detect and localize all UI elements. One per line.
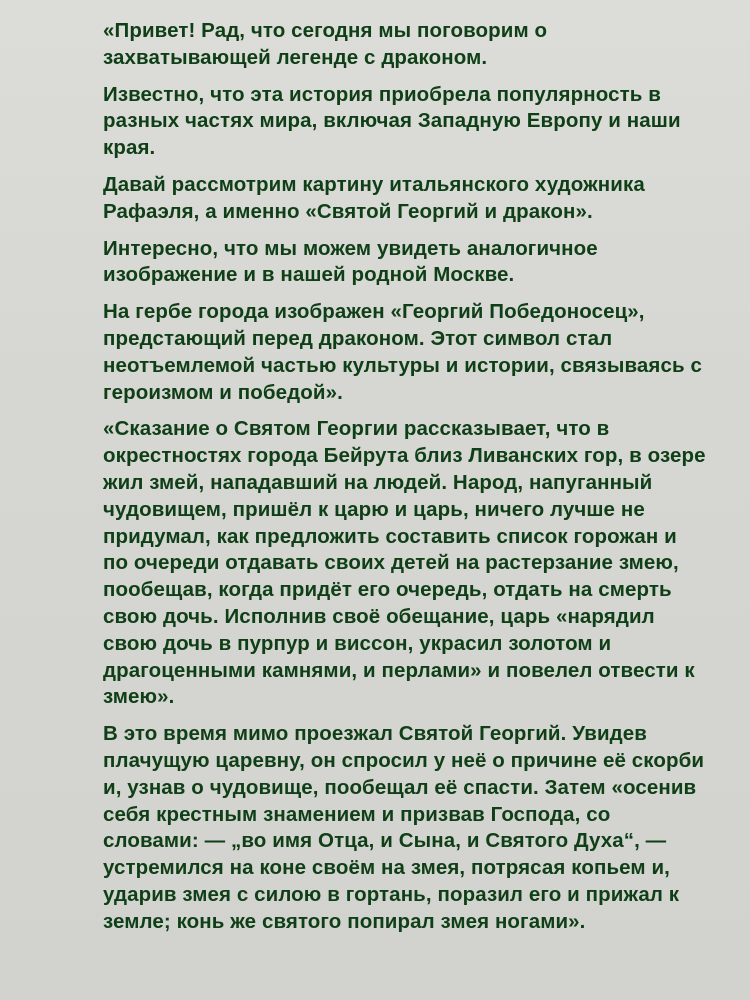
document-text [103,18,743,946]
paragraph-line: Давай рассмотрим картину итальянского художника [103,172,645,196]
paragraph-line: героизмом и победой». [103,380,343,404]
paragraph-line: В это время мимо проезжал Святой Георгий. Увидев [103,722,647,746]
paragraph-line: Известно, что эта история приобрела популярность в [103,82,661,106]
paragraph-line: изображение и в нашей родной Москве. [103,263,515,287]
paragraph-2 [103,82,743,162]
paragraph-line: окрестностях города Бейрута близ Ливанских гор, в озере [103,444,706,468]
paragraph-line: устремился на коне своём на змея, потрясая копьем и, [103,856,670,880]
paragraph-4 [103,236,743,290]
paragraph-line: свою дочь в пурпур и виссон, украсил золотом и [103,631,612,655]
paragraph-line: разных частях мира, включая Западную Европу и наши [103,109,681,133]
paragraph-line: «Сказание о Святом Георгии рассказывает, что в [103,417,610,441]
paragraph-line: придумал, как предложить составить список горожан и [103,524,677,548]
paragraph-1 [103,18,743,72]
paragraph-line: и, узнав о чудовище, пообещал её спасти. Затем «осенив [103,775,697,799]
paragraph-6 [103,416,743,711]
paragraph-line: захватывающей легенде с драконом. [103,45,488,69]
paragraph-line: На гербе города изображен «Георгий Победоносец», [103,300,645,324]
paragraph-line: края. [103,136,156,160]
paragraph-line: змею». [103,685,175,709]
paragraph-line: «Привет! Рад, что сегодня мы поговорим о [103,19,548,42]
paragraph-5 [103,299,743,406]
paragraph-3 [103,172,743,226]
paragraph-line: жил змей, нападавший на людей. Народ, напуганный [103,470,653,494]
paragraph-line: Рафаэля, а именно «Святой Георгий и дракон». [103,199,593,223]
paragraph-line: ударив змея с силою в гортань, поразил его и прижал к [103,882,680,906]
paragraph-line: плачущую царевну, он спросил у неё о причине её скорби [103,748,705,772]
paragraph-line: чудовищем, пришёл к царю и царь, ничего лучше не [103,497,645,521]
paragraph-line: по очереди отдавать своих детей на растерзание змею, [103,551,679,575]
paragraph-line: свою дочь. Исполнив своё обещание, царь «нарядил [103,604,655,628]
paragraph-line: неотъемлемой частью культуры и истории, связываясь с [103,353,702,377]
paragraph-line: предстающий перед драконом. Этот символ стал [103,326,613,350]
paragraph-line: драгоценными камнями, и перлами» и повелел отвести к [103,658,695,682]
paragraph-line: земле; конь же святого попирал змея ногами». [103,909,586,933]
paragraph-line: словами: — „во имя Отца, и Сына, и Святого Духа“, — [103,829,667,853]
paragraph-7 [103,721,743,935]
paragraph-line: пообещав, когда придёт его очередь, отдать на смерть [103,578,672,602]
paragraph-line: себя крестным знамением и призвав Господа, со [103,802,611,826]
paragraph-line: Интересно, что мы можем увидеть аналогичное [103,236,598,260]
